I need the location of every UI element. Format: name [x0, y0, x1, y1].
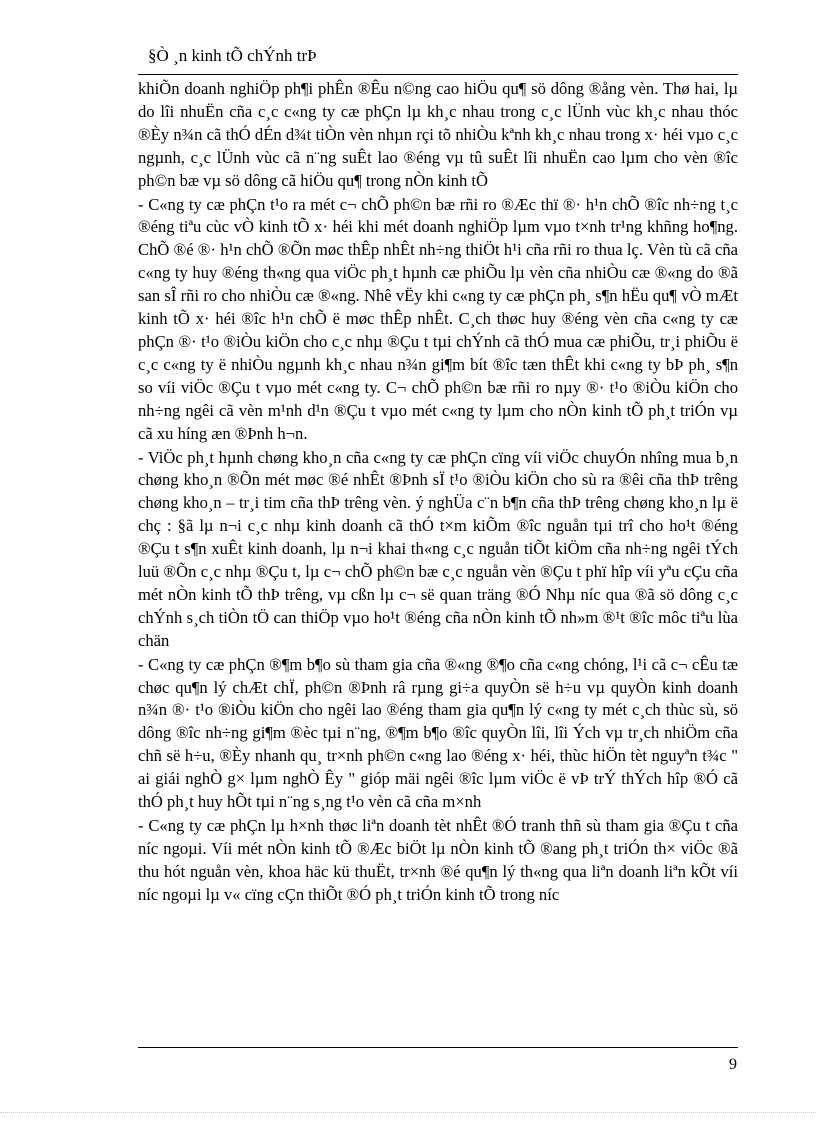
paragraph: - C«ng ty cæ phÇn lµ h×nh thøc liªn doanh tèt nhÊt ®Ó tranh thñ sù tham gia ®Çu t cña níc ngoµi. Víi mét nÒn kinh tÕ ®Æc biÖt lµ nÒn kinh tÕ ®ang ph¸t triÓn th× viÖc ®ã thu hót nguån vèn, khoa häc kü thuËt, tr×nh ®é qu¶n lý th«ng qua liªn doanh liªn kÕt víi níc ngoµi lµ v« cïng cÇn thiÕt ®Ó ph¸t triÓn kinh tÕ trong níc — [138, 816, 738, 904]
paragraph: khiÕn doanh nghiÖp ph¶i phÊn ®Êu n©ng cao hiÖu qu¶ sö dông ®ång vèn. Thø hai, lµ do lîi nhuËn cña c¸c c«ng ty cæ phÇn lµ kh¸c nhau trong c¸c lÜnh vùc kh¸c nhau thóc ®Èy n¾n cã thÓ dÉn d¾t tiÒn vèn nhµn rçi tõ nhiÒu kªnh kh¸c nhau trong x· héi vµo c¸c ngµnh, c¸c lÜnh vùc cã n¨ng suÊt lao ®éng vµ tû suÊt lîi nhuËn cao lµm cho vèn ®îc ph©n bæ vµ sö dông cã hiÖu qu¶ trong nÒn kinh tÕ — [138, 79, 738, 190]
footer-rule — [138, 1047, 738, 1048]
running-header: §Ò ¸n kinh tÕ chÝnh trÞ — [148, 46, 317, 65]
paragraph: - C«ng ty cæ phÇn t¹o ra mét c¬ chÕ ph©n bæ rñi ro ®Æc thï ®· h¹n chÕ ®îc nh÷ng t¸c ®éng tiªu cùc vÒ kinh tÕ x· héi khi mét doanh nghiÖp lµm vµo t×nh tr¹ng khñng ho¶ng. ChÕ ®é ®· h¹n chÕ ®Õn møc thÊp nhÊt nh÷ng thiÖt h¹i cña rñi ro thua lç. Vèn tù cã cña c«ng ty huy ®éng th«ng qua viÖc ph¸t hµnh cæ phiÕu lµ vèn cña nhiÒu cæ ®«ng do ®ã san sÎ rñi ro cho nhiÒu cæ ®«ng. Nhê vËy khi c«ng ty cæ phÇn ph¸ s¶n hËu qu¶ vÒ mÆt kinh tÕ x· héi ®îc h¹n chÕ ë møc thÊp nhÊt. C¸ch thøc huy ®éng vèn cña c«ng ty cæ phÇn ®· t¹o ®iÒu kiÖn cho c¸c nhµ ®Çu t tµi chÝnh cã thÓ mua cæ phiÕu, tr¸i phiÕu ë c¸c c«ng ty ë nhiÒu ngµnh kh¸c nhau n¾n gi¶m bít ®îc tæn thÊt khi c«ng ty bÞ ph¸ s¶n so víi viÖc ®Çu t vµo mét c«ng ty. C¬ chÕ ph©n bæ rñi ro nµy ®· t¹o ®iÒu kiÖn cho nh÷ng ngêi cã vèn m¹nh d¹n ®Çu t vµo mét c«ng ty lµm cho nÒn kinh tÕ ph¸t triÓn vµ cã xu híng æn ®Þnh h¬n. — [138, 194, 738, 443]
body-text — [138, 78, 738, 907]
page-number: 9 — [729, 1056, 737, 1073]
paragraph: - C«ng ty cæ phÇn ®¶m b¶o sù tham gia cña ®«ng ®¶o cña c«ng chóng, l¹i cã c¬ cÊu tæ chøc qu¶n lý chÆt chÏ, ph©n ®Þnh râ rµng gi÷a quyÒn së h÷u vµ quyÒn kinh doanh n¾n ®· t¹o ®iÒu kiÖn cho ngêi lao ®éng tham gia qu¶n lý c«ng ty mét c¸ch thùc sù, sö dông ®îc nh÷ng gi¶m ®èc tµi n¨ng, ®¶m b¶o ®îc quyÒn lîi, lîi Ých vµ tr¸ch nhiÖm cña chñ së h÷u, ®Èy nhanh qu¸ tr×nh ph©n c«ng lao ®éng x· héi, thùc hiÖn tèt nguyªn t¾c " ai giái nghÒ g× lµm nghÒ Êy " gióp mäi ngêi ®îc lµm viÖc ë vÞ trÝ thÝch hîp ®Ó cã thÓ ph¸t huy hÕt tµi n¨ng s¸ng t¹o vèn cã cña m×nh — [138, 654, 738, 812]
paragraph: - ViÖc ph¸t hµnh chøng kho¸n cña c«ng ty cæ phÇn cïng víi viÖc chuyÓn nhîng mua b¸n chøng kho¸n ®Õn mét møc ®é nhÊt ®Þnh sÏ t¹o ®iÒu kiÖn cho sù ra ®êi cña thÞ trêng chøng kho¸n – tr¸i tim cña thÞ trêng vèn. ý nghÜa c¨n b¶n cña thÞ trêng chøng kho¸n lµ ë chç : §ã lµ n¬i c¸c nhµ kinh doanh cã thÓ t×m kiÕm ®îc nguån tµi trî cho ho¹t ®éng ®Çu t s¶n xuÊt kinh doanh, lµ n¬i khai th«ng c¸c nguån tiÕt kiÖm cña nh÷ng ngêi tÝch luü ®Õn c¸c nhµ ®Çu t, lµ c¬ chÕ ph©n bæ c¸c nguån vèn ®Çu t phï hîp víi yªu cÇu cña mét nÒn kinh tÕ thÞ trêng, vµ cßn lµ c¬ së quan träng ®Ó Nhµ níc qua ®ã sö dông c¸c chÝnh s¸ch tiÒn tÖ can thiÖp vµo ho¹t ®éng cña nÒn kinh tÕ nh»m ®¹t ®îc môc tiªu lùa chän — [138, 447, 738, 650]
header-rule — [138, 74, 738, 75]
page-bottom-border — [0, 1112, 816, 1113]
